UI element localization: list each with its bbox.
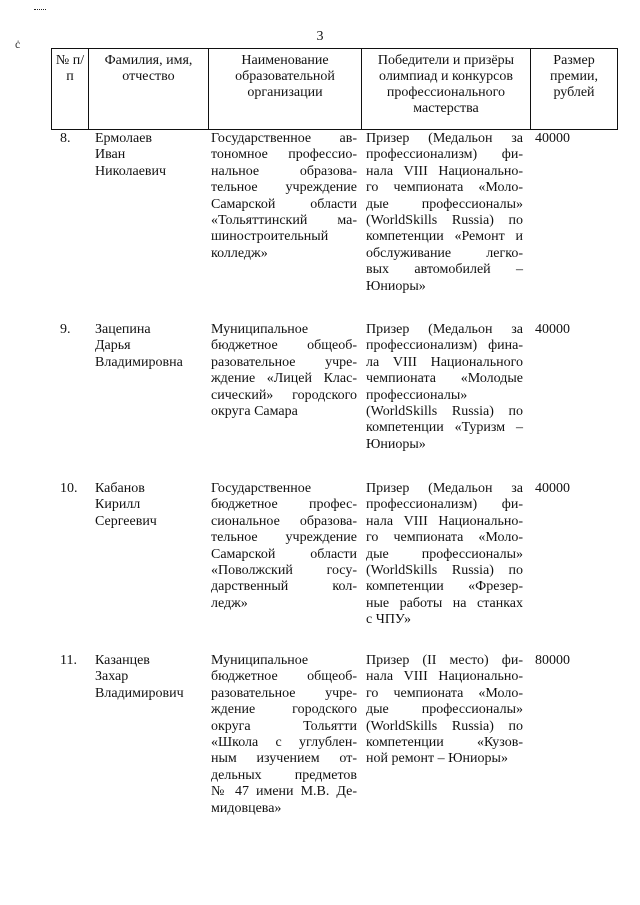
award-line: нала VIII Национально- [366, 163, 523, 179]
person-name [95, 131, 207, 180]
award-line: профессионалы» [366, 387, 468, 403]
header-row [52, 49, 618, 130]
organization-line: бюджетное общеоб- [211, 338, 357, 354]
row-number: 9. [60, 322, 71, 337]
organization [211, 653, 357, 817]
organization-line: Муниципальное [211, 653, 309, 668]
organization-line: шиностроительный [211, 229, 329, 245]
header-num: № п/п [52, 49, 89, 130]
organization-line: разовательное учре- [211, 354, 357, 370]
award-line: ла VIII Национального [366, 354, 523, 370]
organization-line: дельных предметов [211, 767, 357, 783]
organization-line: ным изучением от- [211, 751, 357, 767]
award-line: дые профессионалы» [366, 546, 523, 562]
award-line: профессионализм) фина- [366, 338, 523, 354]
person-name-line: Иван [95, 147, 126, 163]
organization-line: бюджетное общеоб- [211, 669, 357, 685]
organization-line: разовательное учре- [211, 685, 357, 701]
header-prize: Размер премии, рублей [531, 49, 618, 130]
organization-line: колледж» [211, 245, 268, 261]
award-line: обслуживание легко- [366, 245, 523, 261]
organization-line: «Поволжский госу- [211, 563, 357, 579]
person-name-line: Зацепина [95, 322, 151, 337]
organization-line: Государственное ав- [211, 131, 357, 146]
award-line: профессионализм) фи- [366, 147, 523, 163]
person-name-line: Владимирович [95, 685, 184, 701]
organization-line: «Тольяттинский ма- [211, 213, 357, 229]
organization-line: тельное учреждение [211, 530, 357, 546]
row-number: 8. [60, 131, 71, 146]
award-line: профессионализм) фи- [366, 497, 523, 513]
person-name-line: Владимировна [95, 354, 183, 370]
award-line: (WorldSkills Russia) по [366, 404, 523, 420]
organization-line: Самарской области [211, 546, 357, 562]
person-name-line: Кабанов [95, 481, 145, 496]
header-name: Фамилия, имя, отчество [89, 49, 209, 130]
award-line: (WorldSkills Russia) по [366, 718, 523, 734]
award-line: с ЧПУ» [366, 612, 411, 628]
organization-line: сический» городского [211, 387, 357, 403]
organization-line: Муниципальное [211, 322, 309, 337]
award-line: Юниоры» [366, 436, 426, 452]
organization [211, 131, 357, 262]
award-description [366, 653, 523, 768]
prize-amount: 40000 [535, 322, 570, 337]
prize-amount: 80000 [535, 653, 570, 668]
scan-speck [34, 9, 46, 14]
person-name [95, 653, 207, 702]
award-description [366, 481, 523, 629]
organization-line: сиональное образова- [211, 513, 357, 529]
person-name-line: Казанцев [95, 653, 150, 668]
organization-line: ледж» [211, 595, 248, 611]
header-organization: Наименование образовательной организации [209, 49, 362, 130]
awards-table-header [51, 48, 618, 130]
organization-line: тономное профессио- [211, 147, 357, 163]
award-line: (WorldSkills Russia) по [366, 213, 523, 229]
person-name-line: Сергеевич [95, 513, 157, 529]
award-description [366, 131, 523, 295]
award-line: компетенции «Ремонт и [366, 229, 523, 245]
person-name [95, 481, 207, 530]
award-line: чемпионата «Молодые [366, 371, 523, 387]
award-description [366, 322, 523, 453]
award-line: компетенции «Фрезер- [366, 579, 523, 595]
award-line: нала VIII Национально- [366, 669, 523, 685]
award-line: Призер (Медальон за [366, 322, 523, 337]
organization-line: бюджетное профес- [211, 497, 357, 513]
organization-line: тельное учреждение [211, 180, 357, 196]
award-line: дые профессионалы» [366, 196, 523, 212]
organization-line: «Школа с углублен- [211, 735, 357, 751]
award-line: дые профессионалы» [366, 702, 523, 718]
award-line: го чемпионата «Моло- [366, 530, 523, 546]
row-number: 11. [60, 653, 77, 668]
person-name-line: Ермолаев [95, 131, 153, 146]
award-line: ной ремонт – Юниоры» [366, 751, 508, 767]
person-name-line: Дарья [95, 338, 131, 354]
award-line: го чемпионата «Моло- [366, 685, 523, 701]
organization-line: ждение городского [211, 702, 357, 718]
person-name [95, 322, 207, 371]
award-line: Юниоры» [366, 278, 426, 294]
organization-line: округа Самара [211, 404, 298, 420]
row-number: 10. [60, 481, 78, 496]
award-line: нала VIII Национально- [366, 513, 523, 529]
page-number: 3 [316, 29, 324, 44]
organization [211, 322, 357, 420]
award-line: вых автомобилей – [366, 262, 523, 278]
prize-amount: 40000 [535, 481, 570, 496]
award-line: (WorldSkills Russia) по [366, 563, 523, 579]
award-line: Призер (Медальон за [366, 481, 523, 496]
person-name-line: Захар [95, 669, 129, 685]
organization-line: нальное образова- [211, 163, 357, 179]
organization-line: дарственный кол- [211, 579, 357, 595]
award-line: компетенции «Кузов- [366, 735, 523, 751]
person-name-line: Кирилл [95, 497, 141, 513]
scan-mark: ċ [15, 37, 21, 51]
organization [211, 481, 357, 612]
organization-line: округа Тольятти [211, 718, 357, 734]
header-award: Победители и призёры олимпиад и конкурсов профессионального мастерства [362, 49, 531, 130]
award-line: Призер (Медальон за [366, 131, 523, 146]
organization-line: Государственное [211, 481, 312, 496]
award-line: го чемпионата «Моло- [366, 180, 523, 196]
award-line: компетенции «Туризм – [366, 420, 523, 436]
person-name-line: Николаевич [95, 163, 167, 179]
prize-amount: 40000 [535, 131, 570, 146]
organization-line: ждение «Лицей Клас- [211, 371, 357, 387]
organization-line: № 47 имени М.В. Де- [211, 784, 357, 800]
award-line: ные работы на станках [366, 595, 523, 611]
award-line: Призер (II место) фи- [366, 653, 523, 668]
organization-line: мидовцева» [211, 800, 282, 816]
organization-line: Самарской области [211, 196, 357, 212]
